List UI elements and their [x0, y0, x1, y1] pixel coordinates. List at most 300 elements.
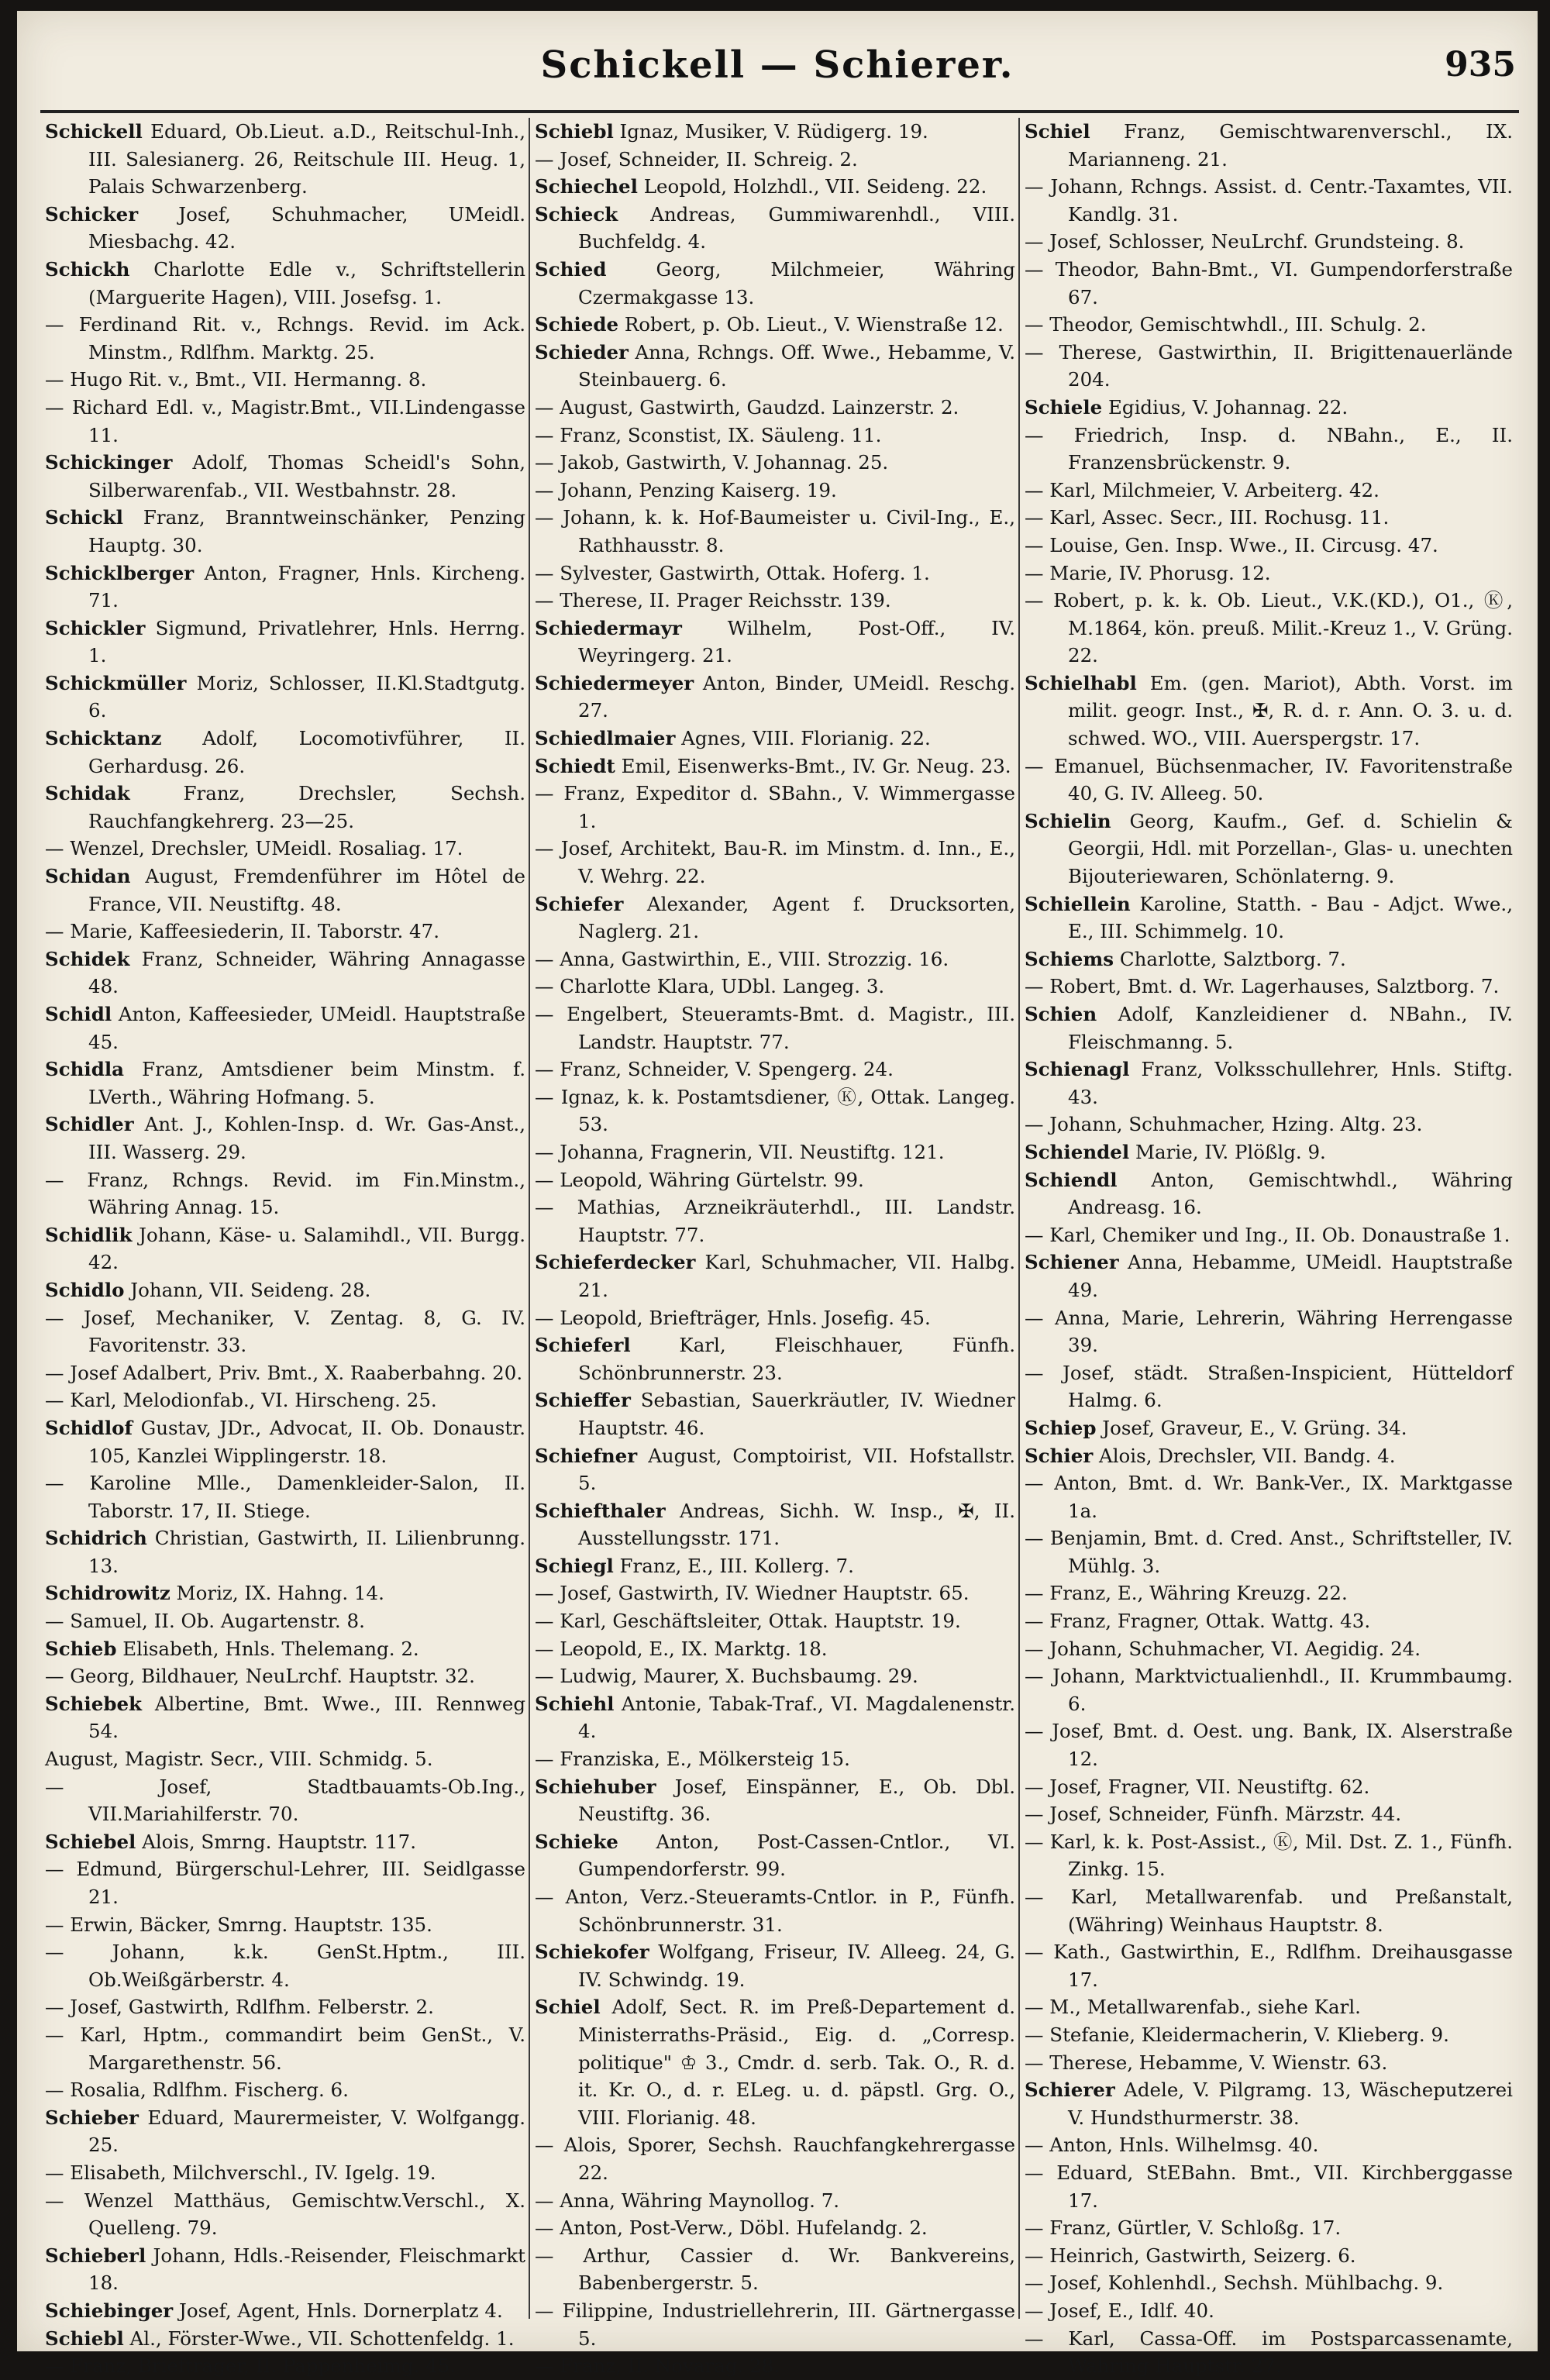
- directory-entry: [535, 201, 1015, 256]
- entry-details: — Therese, Hebamme, V. Wienstr. 63.: [1025, 2051, 1388, 2074]
- directory-entry: [535, 1773, 1015, 1828]
- entry-details: Egidius, V. Johannag. 22.: [1102, 395, 1348, 418]
- directory-entry: [1025, 753, 1513, 808]
- entry-surname: Schiedlmaier: [535, 727, 676, 750]
- entry-details: — Ludwig, Maurer, X. Buchsbaumg. 29.: [535, 1665, 918, 1688]
- entry-details: — M., Metallwarenfab., siehe Karl.: [1025, 1996, 1361, 2019]
- entry-details: — Charlotte Klara, UDbl. Langeg. 3.: [535, 975, 885, 998]
- directory-entry: [535, 1993, 1015, 2131]
- directory-entry: [1025, 1414, 1513, 1442]
- directory-entry: [1025, 587, 1513, 670]
- directory-entry: [535, 1497, 1015, 1552]
- entry-details: Franz, Schneider, Währing Annagasse 48.: [88, 947, 525, 998]
- directory-entry: [45, 2104, 525, 2159]
- entry-details: Georg, Kaufm., Gef. d. Schielin & Georgii, Hdl. mit Porzellan-, Glas- u. unechten Bijouteriewaren, Schönlaterng. 9.: [1068, 809, 1513, 888]
- entry-details: Emil, Eisenwerks-Bmt., IV. Gr. Neug. 23.: [615, 754, 1011, 777]
- entry-surname: Schidak: [45, 782, 130, 805]
- entry-surname: Schiebl: [535, 120, 614, 143]
- directory-entry: [45, 560, 525, 615]
- entry-details: — Robert, Bmt. d. Wr. Lagerhauses, Salztborg. 7.: [1025, 975, 1500, 998]
- header-rule: [40, 110, 1519, 113]
- entry-details: Anton, Post-Cassen-Cntlor., VI. Gumpendorferstr. 99.: [578, 1830, 1015, 1881]
- directory-entry: [535, 587, 1015, 615]
- column-left: [45, 118, 525, 2378]
- entry-surname: Schickmüller: [45, 671, 187, 694]
- column-middle: [535, 118, 1015, 2378]
- entry-details: — Johann, k. k. Hof-Baumeister u. Civil-Ing., E., Rathhausstr. 8.: [535, 506, 1015, 556]
- directory-entry: [1025, 1221, 1513, 1249]
- directory-entry: [1025, 1166, 1513, 1221]
- directory-entry: [535, 2131, 1015, 2186]
- entry-details: — Therese, Gastwirthin, II. Brigittenauerlände 204.: [1025, 340, 1513, 391]
- directory-entry: [535, 1579, 1015, 1607]
- directory-entry: [1025, 1717, 1513, 1772]
- directory-entry: [45, 2352, 525, 2380]
- directory-entry: [535, 1386, 1015, 1441]
- entry-surname: Schickler: [45, 616, 146, 639]
- directory-entry: [1025, 1635, 1513, 1663]
- entry-surname: Schiefthaler: [535, 1499, 666, 1522]
- entry-surname: Schiekofer: [535, 1941, 649, 1964]
- directory-entry: [1025, 504, 1513, 532]
- entry-details: — Heinrich, Gastwirth, Seizerg. 6.: [1025, 2244, 1356, 2267]
- entry-details: Alexander, Agent f. Drucksorten, Naglerg. 21.: [578, 892, 1015, 943]
- directory-entry: [535, 890, 1015, 945]
- entry-details: — Josef, Kohlenhdl., Sechsh. Mühlbachg. 9.: [1025, 2272, 1444, 2295]
- entry-details: Franz, Drechsler, Sechsh. Rauchfangkehrerg. 23—25.: [88, 782, 525, 832]
- directory-entry: [535, 256, 1015, 311]
- directory-entry: [1025, 808, 1513, 890]
- directory-entry: [45, 1773, 525, 1828]
- directory-entry: [535, 1607, 1015, 1635]
- directory-entry: [1025, 2269, 1513, 2297]
- entry-details: — Marie, Kaffeesiederin, II. Taborstr. 47.: [45, 920, 440, 943]
- directory-entry: [535, 725, 1015, 753]
- directory-entry: [1025, 1056, 1513, 1111]
- entry-details: — Johann, Schuhmacher, VI. Aegidig. 24.: [1025, 1637, 1421, 1660]
- directory-entry: [535, 118, 1015, 146]
- directory-entry: [45, 1911, 525, 1939]
- directory-entry: [1025, 1828, 1513, 1883]
- entry-surname: Schicktanz: [45, 727, 162, 750]
- entry-surname: Schiehl: [535, 1692, 615, 1715]
- directory-entry: [535, 615, 1015, 670]
- directory-entry: [1025, 339, 1513, 394]
- directory-entry: [535, 2242, 1015, 2297]
- entry-surname: Schienagl: [1025, 1058, 1130, 1081]
- directory-entry: [535, 1138, 1015, 1166]
- entry-surname: Schickh: [45, 257, 130, 281]
- entry-details: — Josef, Gastwirth, Rdlfhm. Felberstr. 2.: [45, 1996, 434, 2019]
- entry-details: Eduard, Maurermeister, V. Wolfgangg. 25.: [88, 2106, 525, 2157]
- entry-details: — Therese, II. Prager Reichsstr. 139.: [535, 589, 891, 612]
- entry-details: August, Comptoirist, VII. Hofstallstr. 5.: [578, 1444, 1015, 1495]
- directory-entry: [535, 1938, 1015, 1993]
- entry-details: Em. (gen. Mariot), Abth. Vorst. im milit. geogr. Inst., ✠, R. d. r. Ann. O. 3. u. d. schwed. WO., VIII. Auerspergstr. 17.: [1068, 671, 1513, 750]
- entry-surname: Schiep: [1025, 1416, 1097, 1439]
- column-divider: [1018, 118, 1020, 2319]
- entry-surname: Schielhabl: [1025, 671, 1137, 694]
- entry-details: Karoline, Statth. - Bau - Adjct. Wwe., E., III. Schimmelg. 10.: [1068, 892, 1513, 943]
- directory-entry: [1025, 1524, 1513, 1579]
- directory-entry: [1025, 2021, 1513, 2049]
- entry-details: Marie, IV. Plößlg. 9.: [1129, 1140, 1326, 1163]
- entry-details: — Kath., Gastwirthin, E., Rdlfhm. Dreihausgasse 17.: [1025, 1941, 1513, 1991]
- entry-details: Elisabeth, Hnls. Thelemang. 2.: [116, 1637, 419, 1660]
- entry-details: Franz, Gemischtwarenverschl., IX. Mariannеng. 21.: [1068, 120, 1513, 170]
- directory-entry: [535, 1635, 1015, 1663]
- entry-details: — Richard Edl. v., Magistr.Bmt., VII.Lindengasse 11.: [45, 395, 525, 446]
- entry-details: Sigmund, Privatlehrer, Hnls. Herrng. 1.: [88, 616, 525, 667]
- directory-entry: [45, 201, 525, 256]
- page-title: Schickell — Schierer.: [540, 43, 1014, 87]
- entry-surname: Schieder: [535, 340, 629, 363]
- entry-details: — Robert, p. k. k. Ob. Lieut., V.K.(KD.), O1., Ⓚ, M.1864, kön. preuß. Milit.-Kreuz 1., V. Grüng. 22.: [1025, 589, 1513, 667]
- entry-details: — Theodor, Bahn-Bmt., VI. Gumpendorferstraße 67.: [1025, 257, 1513, 308]
- directory-entry: [45, 615, 525, 670]
- directory-entry: [45, 1993, 525, 2021]
- entry-surname: Schiehuber: [535, 1775, 656, 1798]
- page-header: [17, 37, 1538, 107]
- entry-details: Albertine, Bmt. Wwe., III. Rennweg 54.: [88, 1692, 525, 1743]
- entry-surname: Schidlo: [45, 1278, 125, 1301]
- entry-details: — Josef, Stadtbauamts-Ob.Ing., VII.Mariahilferstr. 70.: [45, 1775, 525, 1826]
- entry-details: Adolf, Sect. R. im Preß-Departement d. Ministerraths-Präsid., Eig. d. „Corresp. politique" ♔ 3., Cmdr. d. serb. Tak. O., R. d. it. Kr. O., d. r. ELeg. u. d. päpstl. Grg. O., VIII. Florianig. 48.: [578, 1996, 1015, 2129]
- directory-entry: [45, 2021, 525, 2076]
- entry-details: — Karl, Chemiker und Ing., II. Ob. Donaustraße 1.: [1025, 1223, 1510, 1246]
- directory-entry: [1025, 1138, 1513, 1166]
- entry-details: — Johanna, Fragnerin, VII. Neustiftg. 121.: [535, 1140, 945, 1163]
- entry-details: Josef, Einspänner, E., Ob. Dbl. Neustiftg. 36.: [578, 1775, 1015, 1826]
- directory-entry: [45, 1414, 525, 1469]
- entry-surname: Schickell: [45, 120, 143, 143]
- directory-entry: [1025, 1111, 1513, 1138]
- entry-surname: Schiedermayr: [535, 616, 682, 639]
- directory-entry: [535, 2214, 1015, 2242]
- directory-entry: [45, 670, 525, 725]
- entry-details: — Franziska, E., Mölkersteig 15.: [535, 1748, 850, 1771]
- entry-surname: Schierer: [1025, 2079, 1115, 2102]
- entry-details: Wilhelm, Post-Off., IV. Weyringerg. 21.: [578, 616, 1015, 667]
- directory-entry: [1025, 118, 1513, 173]
- directory-entry: [1025, 2076, 1513, 2131]
- directory-entry: [1025, 1359, 1513, 1414]
- entry-details: — Engelbert, Steueramts-Bmt. d. Magistr., III. Landstr. Hauptstr. 77.: [535, 1003, 1015, 1053]
- entry-details: — Louise, Gen. Insp. Wwe., II. Circusg. 47.: [1025, 533, 1438, 556]
- entry-surname: Schiebek: [45, 1692, 143, 1715]
- entry-details: — Franz, Rchngs. Revid. im Fin.Minstm., Währing Annag. 15.: [45, 1168, 525, 1219]
- entry-details: — Karl, Assec. Secr., III. Rochusg. 11.: [1025, 506, 1390, 529]
- entry-details: — Franz, E., Währing Kreuzg. 22.: [1025, 1582, 1348, 1605]
- directory-entry: [535, 753, 1015, 780]
- directory-entry: [45, 918, 525, 945]
- entry-details: — Franz, Sconstist, IX. Säuleng. 11.: [535, 423, 882, 446]
- entry-details: — Josef, Architekt, Bau-R. im Minstm. d. Inn., E., V. Wehrg. 22.: [535, 837, 1015, 888]
- directory-entry: [1025, 973, 1513, 1001]
- directory-entry: [45, 449, 525, 504]
- entry-details: — Anton, Bmt. d. Wr. Bank-Ver., IX. Marktgasse 1a.: [1025, 1472, 1513, 1522]
- entry-details: — Mathias, Arzneikräuterhdl., III. Landstr. Hauptstr. 77.: [535, 1196, 1015, 1246]
- directory-entry: [535, 780, 1015, 835]
- entry-details: Anton, Gemischtwhdl., Währing Andreasg. 16.: [1068, 1168, 1513, 1219]
- entry-details: Franz, E., III. Kollerg. 7.: [613, 1554, 854, 1577]
- entry-details: Eduard, Ob.Lieut. a.D., Reitschul-Inh., III. Salesianerg. 26, Reitschule III. Heug. 1, Palais Schwarzenberg.: [88, 120, 525, 198]
- entry-surname: Schiendel: [1025, 1140, 1130, 1163]
- entry-details: — Franz, Schneider, V. Spengerg. 24.: [535, 1058, 894, 1081]
- directory-entry: [45, 1855, 525, 1910]
- directory-entry: [1025, 1249, 1513, 1304]
- directory-entry: [45, 1579, 525, 1607]
- directory-entry: [45, 1386, 525, 1414]
- entry-details: Sebastian, Sauerkräutler, IV. Wiedner Hauptstr. 46.: [578, 1389, 1015, 1439]
- entry-details: Josef, Schuhmacher, UMeidl. Miesbachg. 42.: [88, 202, 525, 253]
- column-right: [1025, 118, 1513, 2378]
- entry-details: — Sylvester, Gastwirth, Ottak. Hoferg. 1.: [535, 561, 930, 584]
- entry-details: — Johann, k.k. GenSt.Hptm., III. Ob.Weißgärberstr. 4.: [45, 1941, 525, 1991]
- entry-details: — Ferdinand Rit. v., Rchngs. Revid. im Ack. Minstm., Rdlfhm. Marktg. 25.: [45, 313, 525, 363]
- directory-entry: [535, 1745, 1015, 1773]
- directory-entry: [535, 2352, 1015, 2380]
- directory-entry: [1025, 311, 1513, 339]
- entry-surname: Schieffer: [535, 1389, 631, 1412]
- entry-details: — Arthur, Cassier d. Wr. Bankvereins, Babenbergerstr. 5.: [535, 2244, 1015, 2295]
- entry-details: Andreas, Gummiwarenhdl., VIII. Buchfeldg. 4.: [578, 202, 1015, 253]
- directory-entry: [535, 2297, 1015, 2352]
- directory-entry: [1025, 2297, 1513, 2325]
- entry-details: — Erwin, Bäcker, Smrng. Hauptstr. 135.: [45, 1913, 432, 1936]
- entry-surname: Schiefner: [535, 1444, 638, 1467]
- directory-entry: [1025, 945, 1513, 973]
- entry-details: Agnes, VIII. Florianig. 22.: [675, 727, 931, 750]
- entry-details: — Hugo Rit. v., Bmt., VII. Hermanng. 8.: [45, 368, 427, 391]
- entry-details: — Karl, Cassa-Off. im Postsparcassenamte, Währing Hauptstr. 27.: [1025, 2327, 1513, 2378]
- entry-details: — Ignaz, k. k. Postamtsdiener, Ⓚ, Ottak. Langeg. 53.: [535, 1085, 1015, 1136]
- entry-surname: Schiel: [535, 1996, 601, 2019]
- directory-entry: [1025, 560, 1513, 587]
- entry-details: — Elisabeth, Milchverschl., IV. Igelg. 19.: [45, 2161, 436, 2184]
- entry-surname: Schiegl: [535, 1554, 614, 1577]
- directory-entry: [535, 835, 1015, 890]
- entry-details: — Josef, Schneider, II. Schreig. 2.: [535, 147, 858, 170]
- entry-details: — Karl, Metallwarenfab. und Preßanstalt, (Währing) Weinhaus Hauptstr. 8.: [1025, 1886, 1513, 1936]
- directory-entry: [45, 1221, 525, 1276]
- directory-entry: [45, 1635, 525, 1663]
- directory-entry: [535, 1193, 1015, 1249]
- page-number: 935: [1445, 45, 1516, 84]
- directory-entry: [45, 1828, 525, 1856]
- directory-entry: [535, 1828, 1015, 1883]
- entry-surname: Schiedt: [535, 754, 615, 777]
- entry-details: — Johann, Schuhmacher, Hzing. Altg. 23.: [1025, 1113, 1423, 1136]
- entry-details: Adele, V. Pilgramg. 13, Wäscheputzerei V. Hundsthurmerstr. 38.: [1068, 2079, 1513, 2129]
- entry-details: — Anna, Gastwirthin, E., VIII. Strozzig. 16.: [535, 947, 949, 970]
- entry-details: — Johann, Penzing Kaiserg. 19.: [535, 478, 837, 501]
- directory-entry: [535, 311, 1015, 339]
- entry-details: — August, Gastwirth, Gaudzd. Lainzerstr. 2.: [535, 395, 959, 418]
- entry-details: — Josef Adalbert, Priv. Bmt., X. Raaberbahng. 20.: [45, 1361, 523, 1384]
- entry-details: Franz, Branntweinschänker, Penzing Hauptg. 30.: [88, 506, 525, 556]
- entry-details: — Jakob, Gastwirth, V. Johannag. 25.: [535, 451, 889, 474]
- directory-entry: [1025, 1993, 1513, 2021]
- entry-surname: Schiendl: [1025, 1168, 1118, 1191]
- directory-entry: [1025, 1579, 1513, 1607]
- directory-entry: [45, 2187, 525, 2242]
- entry-details: Wolfgang, Friseur, IV. Alleeg. 24, G. IV. Schwindg. 19.: [578, 1941, 1015, 1991]
- entry-details: — Karl, Geschäftsleiter, Ottak. Hauptstr. 19.: [535, 1610, 961, 1633]
- directory-entry: [1025, 1800, 1513, 1828]
- directory-entry: [45, 366, 525, 394]
- entry-details: — Marie, IV. Phorusg. 12.: [1025, 561, 1271, 584]
- directory-entry: [1025, 2242, 1513, 2270]
- entry-details: August, Magistr. Secr., VIII. Schmidg. 5.: [45, 1748, 433, 1771]
- directory-entry: [535, 560, 1015, 587]
- directory-entry: [45, 118, 525, 201]
- entry-details: — Franz, Briefträger, II. Pappenheimg. 45.: [45, 2354, 456, 2378]
- entry-details: — Rosalia, Rdlfhm. Fischerg. 6.: [45, 2079, 349, 2102]
- entry-details: Gustav, JDr., Advocat, II. Ob. Donaustr. 105, Kanzlei Wipplingerstr. 18.: [88, 1416, 525, 1467]
- entry-surname: Schiefer: [535, 892, 624, 915]
- entry-details: — Anna, Marie, Lehrerin, Währing Herrengasse 39.: [1025, 1306, 1513, 1357]
- entry-details: Franz, Amtsdiener beim Minstm. f. LVerth., Währing Hofmang. 5.: [88, 1058, 525, 1108]
- directory-entry: [45, 504, 525, 559]
- directory-entry: [535, 339, 1015, 394]
- entry-details: — Alois, Sporer, Sechsh. Rauchfangkehrergasse 22.: [535, 2134, 1015, 2184]
- entry-details: Ignaz, Musiker, V. Rüdigerg. 19.: [613, 120, 928, 143]
- directory-entry: [45, 1607, 525, 1635]
- directory-entry: [1025, 1469, 1513, 1524]
- entry-surname: Schieck: [535, 202, 618, 226]
- entry-surname: Schicker: [45, 202, 139, 226]
- entry-details: Andreas, Sichh. W. Insp., ✠, II. Ausstellungsstr. 171.: [578, 1499, 1015, 1550]
- directory-entry: [1025, 2159, 1513, 2214]
- entry-details: Moriz, Schlosser, II.Kl.Stadtgutg. 6.: [88, 671, 525, 722]
- entry-details: — Franz, Gürtler, V. Schloßg. 17.: [1025, 2216, 1342, 2240]
- entry-details: — Georg, Bildhauer, NeuLrchf. Hauptstr. 32.: [45, 1665, 475, 1688]
- directory-entry: [535, 1883, 1015, 1938]
- directory-entry: [45, 1690, 525, 1745]
- entry-details: Johann, VII. Seideng. 28.: [124, 1278, 371, 1301]
- entry-details: — Josef, Bmt. d. Oest. ung. Bank, IX. Alserstraße 12.: [1025, 1720, 1513, 1771]
- directory-entry: [1025, 228, 1513, 256]
- entry-details: — Josef, Schneider, Fünfh. Märzstr. 44.: [1025, 1803, 1402, 1826]
- directory-page: [17, 11, 1538, 2378]
- directory-entry: [1025, 477, 1513, 505]
- directory-entry: [1025, 2214, 1513, 2242]
- entry-details: — Franz, II. Novarag. 28.: [535, 2354, 780, 2378]
- entry-details: Ant. J., Kohlen-Insp. d. Wr. Gas-Anst., III. Wasserg. 29.: [88, 1113, 525, 1163]
- entry-surname: Schiele: [1025, 395, 1103, 418]
- directory-entry: [535, 1083, 1015, 1138]
- directory-entry: [535, 1552, 1015, 1580]
- entry-details: — Karl, k. k. Post-Assist., Ⓚ, Mil. Dst. Z. 1., Fünfh. Zinkg. 15.: [1025, 1830, 1513, 1881]
- entry-details: Anna, Hebamme, UMeidl. Hauptstraße 49.: [1068, 1251, 1513, 1301]
- directory-entry: [1025, 1773, 1513, 1801]
- entry-details: Anton, Kaffeesieder, UMeidl. Hauptstraße 45.: [88, 1003, 525, 1053]
- directory-entry: [45, 394, 525, 449]
- entry-surname: Schickinger: [45, 451, 173, 474]
- directory-entry: [535, 1331, 1015, 1386]
- entry-details: — Josef, städt. Straßen-Inspicient, Hütteldorf Halmg. 6.: [1025, 1361, 1513, 1412]
- directory-entry: [535, 670, 1015, 725]
- entry-details: Adolf, Kanzleidiener d. NBahn., IV. Fleischmanng. 5.: [1068, 1003, 1513, 1053]
- directory-entry: [535, 504, 1015, 559]
- entry-details: Moriz, IX. Hahng. 14.: [170, 1582, 384, 1605]
- entry-details: — Leopold, E., IX. Marktg. 18.: [535, 1637, 828, 1660]
- entry-details: Leopold, Holzhdl., VII. Seideng. 22.: [637, 175, 987, 198]
- entry-details: Alois, Drechsler, VII. Bandg. 4.: [1093, 1444, 1396, 1467]
- directory-entry: [535, 973, 1015, 1001]
- directory-entry: [45, 1359, 525, 1387]
- directory-entry: [45, 1469, 525, 1524]
- entry-details: — Josef, Mechaniker, V. Zentag. 8, G. IV. Favoritenstr. 33.: [45, 1306, 525, 1357]
- directory-entry: [45, 780, 525, 835]
- entry-details: Antonie, Tabak-Traf., VI. Magdalenenstr. 4.: [578, 1692, 1015, 1743]
- entry-details: — Anton, Verz.-Steueramts-Cntlor. in P., Fünfh. Schönbrunnerstr. 31.: [535, 1886, 1015, 1936]
- directory-entry: [535, 449, 1015, 477]
- entry-details: — Filippine, Industriellehrerin, III. Gärtnergasse 5.: [535, 2299, 1015, 2350]
- directory-entry: [1025, 173, 1513, 228]
- entry-details: — Leopold, Währing Gürtelstr. 99.: [535, 1168, 864, 1191]
- entry-surname: Schiechel: [535, 175, 638, 198]
- entry-surname: Schidler: [45, 1113, 134, 1136]
- directory-entry: [535, 477, 1015, 505]
- directory-entry: [45, 1662, 525, 1690]
- entry-surname: Schiems: [1025, 947, 1114, 970]
- entry-details: — Karoline Mlle., Damenkleider-Salon, II. Taborstr. 17, II. Stiege.: [45, 1472, 525, 1522]
- directory-entry: [535, 1442, 1015, 1497]
- directory-entry: [45, 1276, 525, 1304]
- entry-details: Christian, Gastwirth, II. Lilienbrunng. 13.: [88, 1527, 525, 1577]
- entry-surname: Schickl: [45, 506, 123, 529]
- directory-entry: [45, 1745, 525, 1773]
- entry-surname: Schidrich: [45, 1527, 147, 1550]
- directory-entry: [1025, 890, 1513, 945]
- entry-details: — Karl, Melodionfab., VI. Hirscheng. 25.: [45, 1389, 437, 1412]
- entry-surname: Schidlof: [45, 1416, 133, 1439]
- entry-details: Franz, Volksschullehrer, Hnls. Stiftg. 43.: [1068, 1058, 1513, 1108]
- entry-details: Anna, Rchngs. Off. Wwe., Hebamme, V. Steinbauerg. 6.: [578, 340, 1015, 391]
- entry-details: — Josef, Fragner, VII. Neustiftg. 62.: [1025, 1775, 1370, 1798]
- directory-entry: [1025, 1662, 1513, 1717]
- directory-entry: [1025, 1883, 1513, 1938]
- entry-details: — Edmund, Bürgerschul-Lehrer, III. Seidlgasse 21.: [45, 1858, 525, 1908]
- entry-details: — Samuel, II. Ob. Augartenstr. 8.: [45, 1610, 365, 1633]
- entry-surname: Schieber: [45, 2106, 139, 2129]
- entry-surname: Schieke: [535, 1830, 618, 1853]
- entry-surname: Schidek: [45, 947, 130, 970]
- entry-details: — Stefanie, Kleidermacherin, V. Klieberg. 9.: [1025, 2023, 1449, 2046]
- entry-details: — Josef, E., Idlf. 40.: [1025, 2299, 1214, 2322]
- directory-entry: [1025, 1607, 1513, 1635]
- entry-surname: Schier: [1025, 1444, 1094, 1467]
- directory-entry: [535, 173, 1015, 201]
- entry-surname: Schiebinger: [45, 2299, 174, 2322]
- directory-entry: [535, 422, 1015, 449]
- directory-entry: [45, 2159, 525, 2187]
- directory-entry: [45, 1938, 525, 1993]
- directory-entry: [535, 1690, 1015, 1745]
- entry-details: Charlotte, Salztborg. 7.: [1114, 947, 1346, 970]
- directory-entry: [45, 256, 525, 311]
- directory-entry: [45, 1111, 525, 1166]
- directory-entry: [45, 2297, 525, 2325]
- entry-surname: Schidlik: [45, 1223, 133, 1246]
- entry-details: — Benjamin, Bmt. d. Cred. Anst., Schriftsteller, IV. Mühlg. 3.: [1025, 1527, 1513, 1577]
- directory-entry: [535, 1249, 1015, 1304]
- directory-entry: [45, 2325, 525, 2353]
- directory-entry: [45, 1166, 525, 1221]
- directory-entry: [1025, 1442, 1513, 1470]
